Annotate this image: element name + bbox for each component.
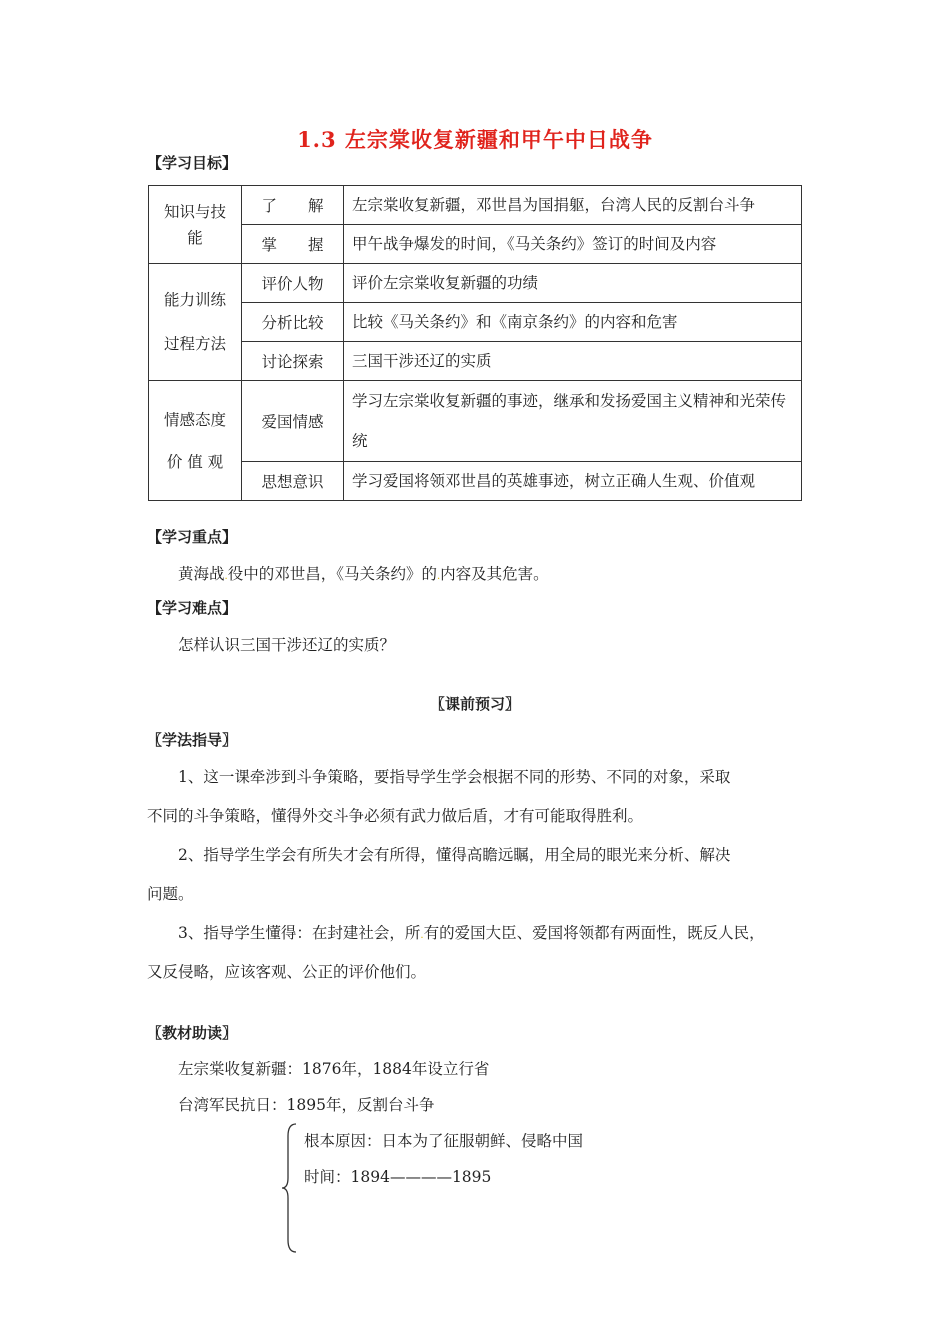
content-cell: 学习左宗棠收复新疆的事迹，继承和发扬爱国主义精神和光荣传统 [344,381,802,462]
page-title: 1.3 左宗棠收复新疆和甲午中日战争 [297,127,653,152]
content-cell: 比较《马关条约》和《南京条约》的内容和危害 [344,303,802,342]
method-p2-line1: 2、指导学生学会有所失才会有所得，懂得高瞻远瞩，用全局的眼光来分析、解决 [178,846,731,864]
difficulties-text: 怎样认识三国干涉还辽的实质？ [178,636,396,654]
subcategory-cell: 了 解 [242,186,344,225]
table-row [149,342,802,381]
brace-item-time: 时间：1894————1895 [304,1168,492,1186]
category-cell [149,264,242,381]
content-cell: 三国干涉还辽的实质 [344,342,802,381]
method-p1-line2: 不同的斗争策略，懂得外交斗争必须有武力做后盾，才有可能取得胜利。 [147,807,644,825]
difficulties-heading: 【学习难点】 [147,599,238,617]
category-line: 价 值 观 [166,452,224,471]
category-cell [149,381,242,501]
category-line: 知识与技 [163,202,226,221]
table-row [149,381,802,462]
table-row [149,264,802,303]
reading-line1: 左宗棠收复新疆：1876年，1884年设立行省 [178,1060,490,1078]
category-cell [149,186,242,264]
reading-line2: 台湾军民抗日：1895年，反割台斗争 [178,1096,435,1114]
table-row [149,225,802,264]
method-p3-line2: 又反侵略，应该客观、公正的评价他们。 [147,963,427,981]
table-row [149,186,802,225]
content-cell: 评价左宗棠收复新疆的功绩 [344,264,802,303]
learning-goals-table [148,185,802,501]
table-row [149,303,802,342]
subcategory-cell: 分析比较 [242,303,344,342]
subcategory-cell: 评价人物 [242,264,344,303]
goals-heading: 【学习目标】 [147,154,238,172]
category-line: 能 [187,228,203,247]
method-p3-line1: 3、指导学生懂得：在封建社会，所.有的爱国大臣、爱国将领都有两面性，既反人民， [178,924,765,942]
subcategory-cell: 爱国情感 [242,381,344,462]
subcategory-cell: 思想意识 [242,462,344,501]
category-line: 过程方法 [163,335,226,353]
method-p2-line2: 问题。 [147,885,194,903]
table-row [149,462,802,501]
content-cell: 左宗棠收复新疆，邓世昌为国捐躯，台湾人民的反割台斗争 [344,186,802,225]
subcategory-cell: 讨论探索 [242,342,344,381]
curly-brace-icon [280,1120,300,1256]
subcategory-cell: 掌 握 [242,225,344,264]
method-p1-line1: 1、这一课牵涉到斗争策略，要指导学生学会根据不同的形势、不同的对象，采取 [178,768,731,786]
category-line: 能力训练 [163,291,226,309]
content-cell: 学习爱国将领邓世昌的英雄事迹，树立正确人生观、价值观 [344,462,802,501]
key-points-text: 黄海战.役中的邓世昌，《马关条约》的.内容及其危害。 [178,565,549,583]
method-heading: 〖学法指导〗 [147,731,238,749]
brace-item-cause: 根本原因：日本为了征服朝鲜、侵略中国 [304,1132,584,1150]
key-points-heading: 【学习重点】 [147,528,238,546]
content-cell: 甲午战争爆发的时间，《马关条约》签订的时间及内容 [344,225,802,264]
category-line: 情感态度 [163,410,226,429]
preview-title: 〖课前预习〗 [429,695,520,713]
reading-heading: 〖教材助读〗 [147,1024,238,1042]
